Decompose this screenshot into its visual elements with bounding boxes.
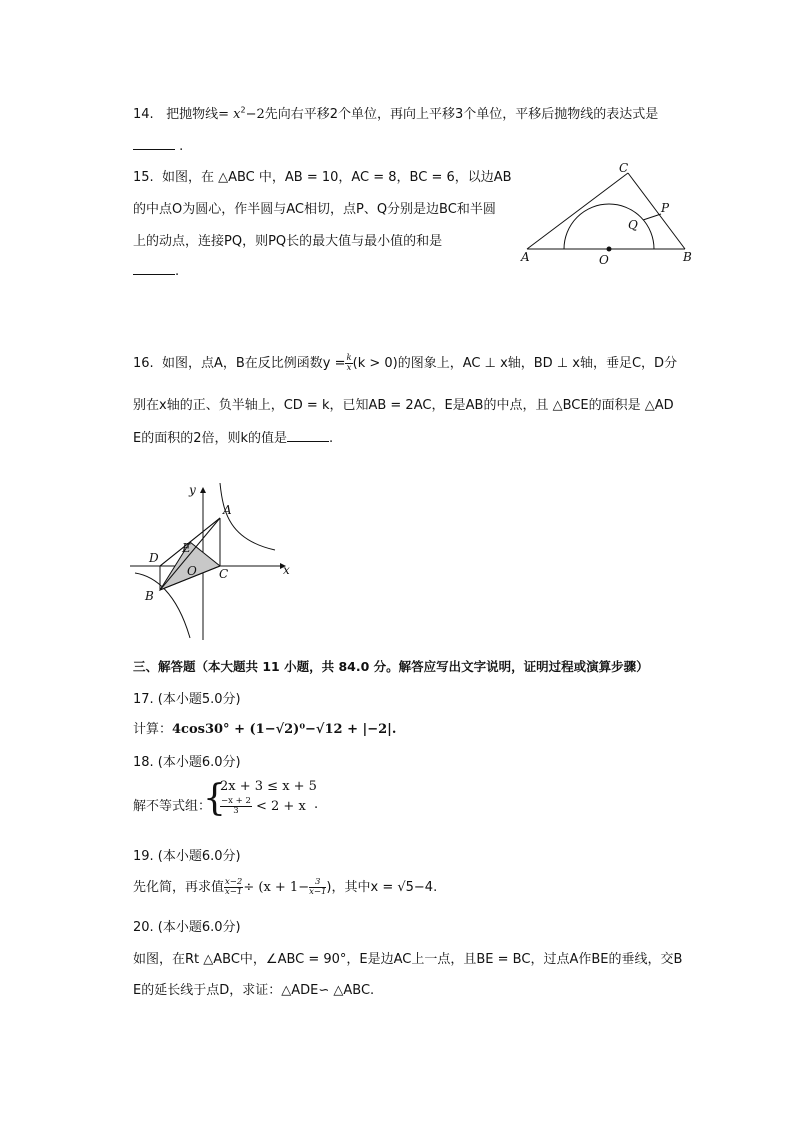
fig16-label-e: E [182, 541, 191, 555]
q14-text-b: 先向右平移2个单位，再向上平移3个单位，平移后抛物线的表达式是 [264, 107, 659, 122]
q19-mid: ÷ (x + 1− [243, 880, 310, 895]
q16-frac-num: k [346, 353, 352, 363]
q19-heading: 19. (本小题6.0分) [133, 849, 241, 864]
q19-f1-den: x−1 [225, 887, 243, 897]
q15-line3: 上的动点，连接PQ，则PQ长的最大值与最小值的和是 [133, 234, 443, 249]
q15-line4 [133, 262, 179, 279]
q17-body [133, 718, 396, 737]
q15-text-1: 如图，在 △ABC 中，AB = 10，AC = 8，BC = 6，以边AB [161, 170, 512, 185]
fig15-label-c: C [619, 161, 629, 175]
q16-text-a: 如图，点A，B在反比例函数y = [161, 356, 346, 371]
q15-answer-blank[interactable] [133, 262, 175, 275]
q15-end: . [175, 264, 180, 279]
q14-text-a: 把抛物线 [166, 107, 219, 122]
q19-f2-num: 3 [309, 878, 326, 888]
q16-end: . [329, 431, 334, 446]
q15-line1 [133, 166, 512, 185]
fig16-label-y: y [189, 483, 196, 497]
q18-frac-num: −x + 2 [221, 796, 251, 806]
q19-body [133, 876, 437, 897]
q19-fraction-2 [309, 878, 326, 897]
q18-label: 解不等式组： [133, 799, 212, 814]
q17-expression: 4cos30° + (1−√2)⁰−√12 + |−2|. [172, 722, 397, 737]
fig16-label-c: C [219, 567, 229, 581]
q18-row1: 2x + 3 ≤ x + 5 [220, 779, 317, 794]
q16-line1 [133, 352, 677, 373]
fig15-label-o: O [599, 253, 609, 267]
q20-line1: 如图，在Rt △ABC中，∠ABC = 90°，E是边AC上一点，且BE = BC，过点A作BE的垂线，交B [133, 952, 683, 967]
q19-text-a: 先化简，再求值 [133, 880, 225, 895]
fig16-label-b: B [145, 589, 154, 603]
q19-f2-den: x−1 [309, 887, 327, 897]
q16-frac-den: x [346, 363, 352, 373]
fig16-label-a: A [223, 503, 232, 517]
q19-f1-num: x−2 [225, 877, 243, 887]
fig16-label-o: O [187, 564, 197, 578]
fig15-label-a: A [521, 250, 530, 264]
q14-line2 [133, 137, 183, 154]
q16-figure [125, 478, 315, 648]
q18-brace: { [203, 778, 226, 819]
fig15-label-q: Q [628, 218, 638, 232]
q20-line2: E的延长线于点D，求证：△ADE∽ △ABC. [133, 983, 375, 998]
fig16-label-x: x [283, 563, 290, 577]
q17-heading: 17. (本小题5.0分) [133, 692, 241, 707]
fig15-label-b: B [683, 250, 692, 264]
section-3-heading: 三、解答题（本大题共 11 小题，共 84.0 分。解答应写出文字说明，证明过程或演算步骤） [133, 659, 649, 674]
q16-answer-blank[interactable] [287, 429, 329, 442]
q16-text-b: (k > 0)的图象上，AC ⊥ x轴，BD ⊥ x轴，垂足C，D分 [352, 356, 678, 371]
q18-fraction [220, 797, 252, 816]
q18-row2 [220, 797, 306, 816]
q18-frac-den: 3 [233, 806, 239, 816]
q14-eq: = x [218, 107, 241, 122]
fig15-side-ac [527, 173, 628, 249]
q18-end: . [314, 797, 319, 812]
q16-fraction [345, 354, 352, 373]
q14-end: . [179, 139, 184, 154]
fig16-curve-lower [135, 573, 190, 638]
q15-line2: 的中点O为圆心，作半圆与AC相切，点P、Q分别是边BC和半圆 [133, 202, 496, 217]
q16-text-3: E的面积的2倍，则k的值是 [133, 431, 288, 446]
q16-line2: 别在x轴的正、负半轴上，CD = k，已知AB = 2AC，E是AB的中点，且 △BCE的面积是 △AD [133, 398, 674, 413]
q14-number: 14. [133, 107, 154, 122]
q18-row2-rest: < 2 + x [256, 799, 306, 814]
q20-heading: 20. (本小题6.0分) [133, 920, 241, 935]
q14-line1 [133, 103, 658, 122]
q18-heading: 18. (本小题6.0分) [133, 755, 241, 770]
q14-sup: 2 [240, 105, 246, 115]
fig16-label-d: D [149, 551, 159, 565]
fig15-side-bc [628, 173, 685, 249]
q16-number: 16. [133, 356, 154, 371]
q17-label: 计算： [133, 722, 173, 737]
fig15-segment-pq [643, 214, 661, 220]
q19-fraction-1 [224, 878, 243, 897]
q14-eq-rest: −2 [245, 107, 265, 122]
q16-line3 [133, 427, 333, 446]
q14-answer-blank[interactable] [133, 137, 175, 150]
fig15-center-dot [607, 247, 612, 252]
q19-text-b: )，其中x = √5−4. [326, 880, 438, 895]
q15-figure [510, 160, 710, 270]
q15-number: 15. [133, 170, 154, 185]
fig15-label-p: P [661, 201, 670, 215]
